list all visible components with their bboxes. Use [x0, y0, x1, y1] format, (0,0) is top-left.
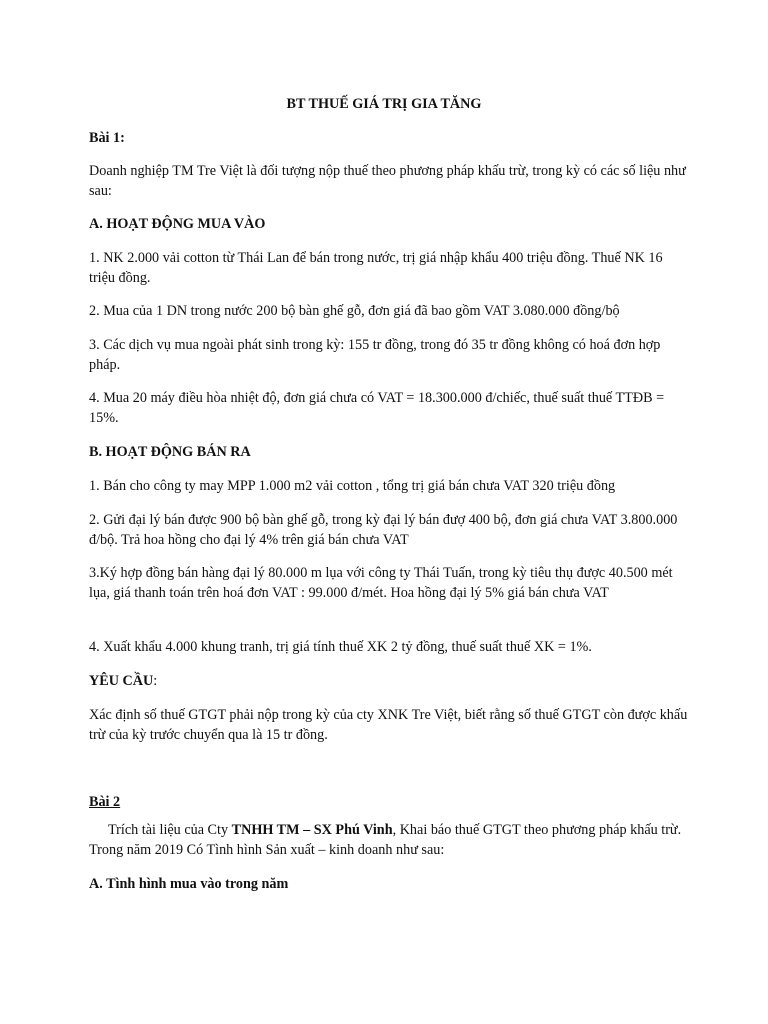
purchase-item-3: 3. Các dịch vụ mua ngoài phát sinh trong kỳ: 155 tr đồng, trong đó 35 tr đồng không có hoá đơn hợp pháp.: [89, 337, 661, 373]
sale-item-1: 1. Bán cho công ty may MPP 1.000 m2 vải cotton , tổng trị giá bán chưa VAT 320 triệu đồng: [89, 478, 616, 494]
purchase-item-2: 2. Mua của 1 DN trong nước 200 bộ bàn ghế gỗ, đơn giá đã bao gồm VAT 3.080.000 đồng/bộ: [89, 303, 620, 319]
exercise-2-intro: [89, 820, 689, 860]
requirement-text: Xác định số thuế GTGT phải nộp trong kỳ của cty XNK Tre Việt, biết rằng số thuế GTGT còn được khấu trừ của kỳ trước chuyển qua là 15 tr đồng.: [89, 707, 688, 743]
purchase-item-1: 1. NK 2.000 vải cotton từ Thái Lan để bán trong nước, trị giá nhập khẩu 400 triệu đồng. Thuế NK 16 triệu đồng.: [89, 250, 663, 286]
section-a-heading: A. HOẠT ĐỘNG MUA VÀO: [89, 216, 266, 232]
exercise-1-intro: Doanh nghiệp TM Tre Việt là đối tượng nộp thuế theo phương pháp khấu trừ, trong kỳ có các số liệu như sau:: [89, 163, 686, 199]
document-title: BT THUẾ GIÁ TRỊ GIA TĂNG: [286, 96, 482, 112]
requirement-colon: :: [153, 673, 158, 689]
exercise-1-heading: Bài 1:: [89, 130, 125, 146]
exercise-2-section-a-heading: A. Tình hình mua vào trong năm: [89, 876, 289, 892]
requirement-label: YÊU CẦU: [89, 673, 154, 689]
sale-item-2: 2. Gửi đại lý bán được 900 bộ bàn ghế gỗ, trong kỳ đại lý bán đượ 400 bộ, đơn giá chưa VAT 3.800.000 đ/bộ. Trả hoa hồng cho đại lý 4% trên giá bán chưa VAT: [89, 512, 678, 548]
sale-item-4: 4. Xuất khẩu 4.000 khung tranh, trị giá tính thuế XK 2 tỷ đồng, thuế suất thuế XK = 1%.: [89, 639, 592, 655]
requirement-heading: [89, 671, 689, 691]
exercise-2-intro-start: Trích tài liệu của Cty: [108, 822, 232, 838]
exercise-2-intro-rest: , Khai báo thuế GTGT theo phương pháp khấu trừ. Trong năm 2019 Có Tình hình Sản xuất – kinh doanh như sau:: [89, 822, 682, 858]
exercise-2-heading: Bài 2: [89, 794, 121, 810]
company-name: TNHH TM – SX Phú Vinh: [231, 822, 393, 838]
purchase-item-4: 4. Mua 20 máy điều hòa nhiệt độ, đơn giá chưa có VAT = 18.300.000 đ/chiếc, thuế suất thuế TTĐB = 15%.: [89, 390, 665, 426]
section-b-heading: B. HOẠT ĐỘNG BÁN RA: [89, 444, 251, 460]
sale-item-3: 3.Ký hợp đồng bán hàng đại lý 80.000 m lụa với công ty Thái Tuấn, trong kỳ tiêu thụ được 40.500 mét lụa, giá thanh toán trên hoá đơn VAT : 99.000 đ/mét. Hoa hồng đại lý 5% giá bán chưa VAT: [89, 565, 673, 601]
